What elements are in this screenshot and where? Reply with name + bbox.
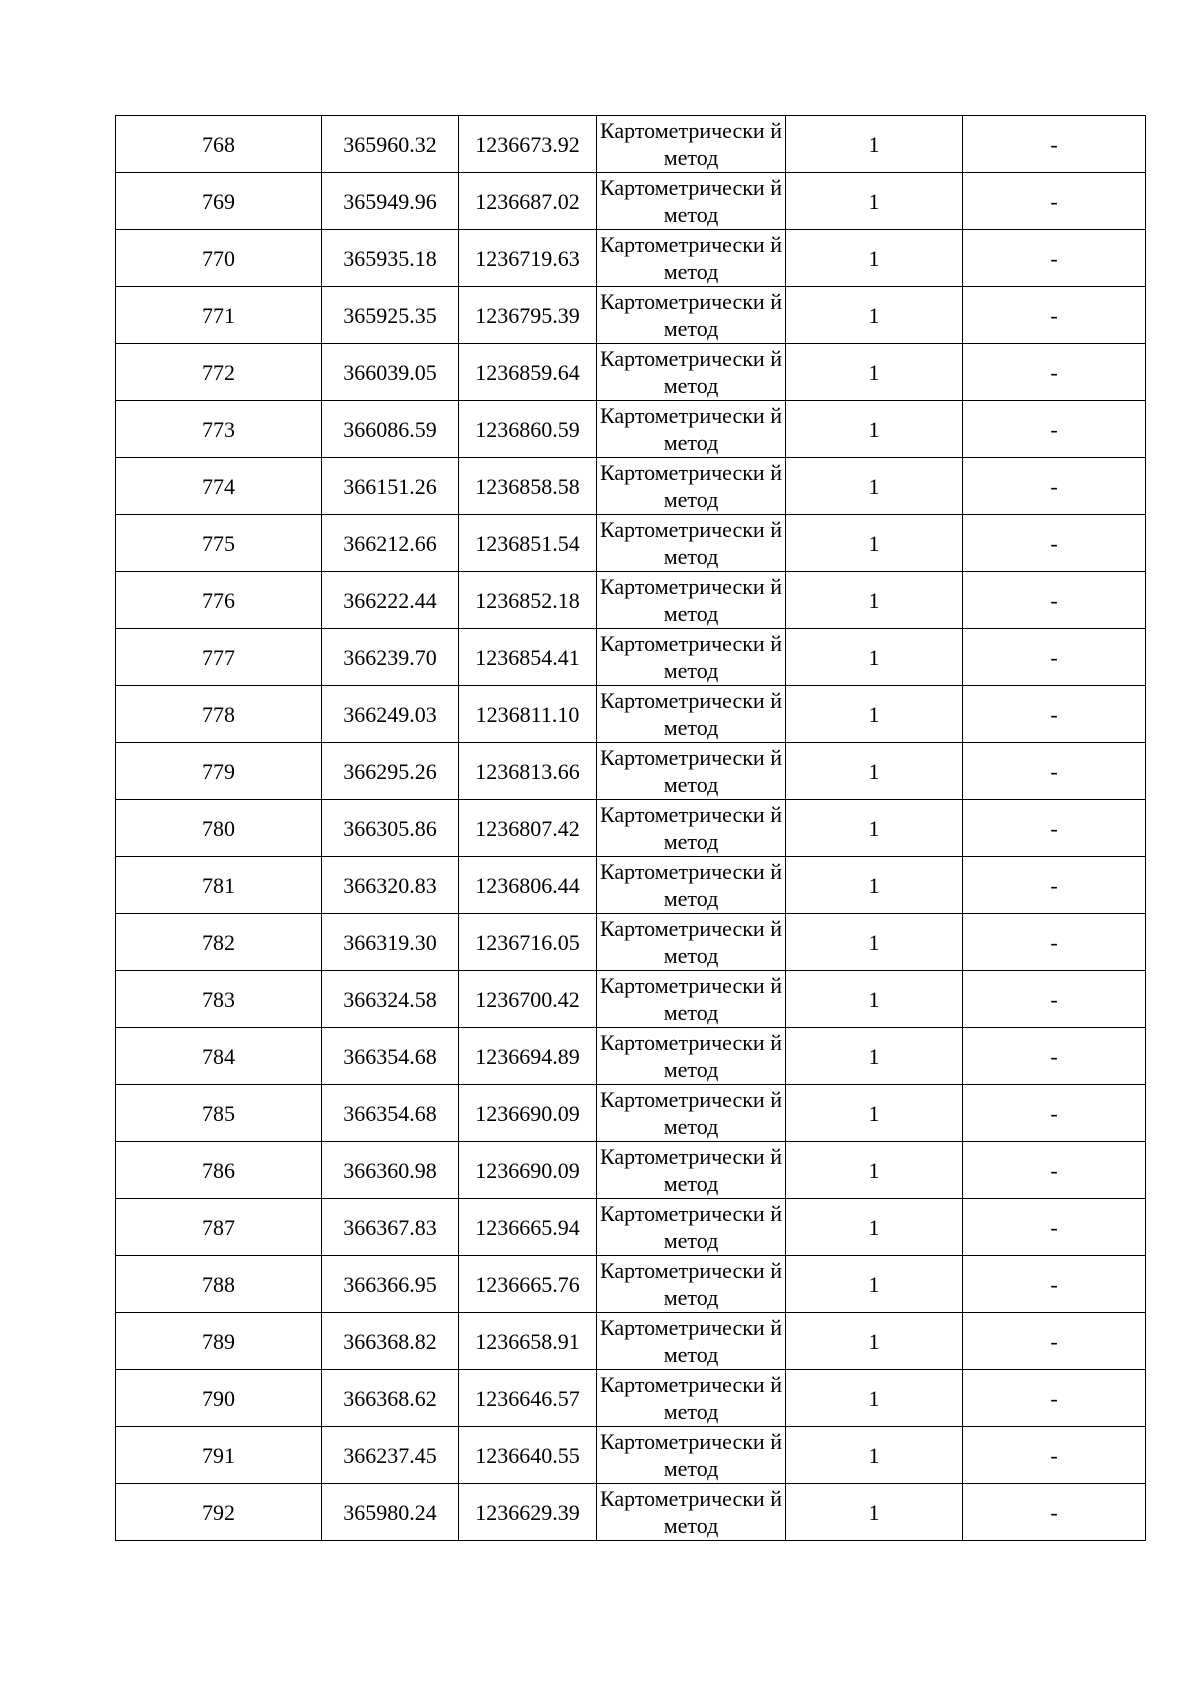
x-coordinate-cell: 366319.30: [322, 914, 459, 971]
y-coordinate-cell: 1236700.42: [459, 971, 597, 1028]
y-coordinate-cell: 1236813.66: [459, 743, 597, 800]
accuracy-cell: 1: [786, 572, 963, 629]
point-number-cell: 785: [116, 1085, 322, 1142]
note-cell: -: [963, 629, 1146, 686]
y-coordinate-cell: 1236694.89: [459, 1028, 597, 1085]
note-cell: -: [963, 1427, 1146, 1484]
method-cell: Картометрически й метод: [597, 116, 786, 173]
accuracy-cell: 1: [786, 743, 963, 800]
x-coordinate-cell: 366324.58: [322, 971, 459, 1028]
y-coordinate-cell: 1236807.42: [459, 800, 597, 857]
table-row: [116, 971, 1146, 1028]
note-cell: -: [963, 1028, 1146, 1085]
method-cell: Картометрически й метод: [597, 914, 786, 971]
x-coordinate-cell: 366367.83: [322, 1199, 459, 1256]
note-cell: -: [963, 344, 1146, 401]
note-cell: -: [963, 572, 1146, 629]
method-cell: Картометрически й метод: [597, 686, 786, 743]
point-number-cell: 784: [116, 1028, 322, 1085]
coordinates-table-body: [116, 116, 1146, 1541]
accuracy-cell: 1: [786, 116, 963, 173]
method-cell: Картометрически й метод: [597, 401, 786, 458]
method-cell: Картометрически й метод: [597, 515, 786, 572]
table-row: [116, 1085, 1146, 1142]
point-number-cell: 781: [116, 857, 322, 914]
y-coordinate-cell: 1236858.58: [459, 458, 597, 515]
point-number-cell: 790: [116, 1370, 322, 1427]
accuracy-cell: 1: [786, 1256, 963, 1313]
accuracy-cell: 1: [786, 344, 963, 401]
point-number-cell: 782: [116, 914, 322, 971]
x-coordinate-cell: 366086.59: [322, 401, 459, 458]
x-coordinate-cell: 365949.96: [322, 173, 459, 230]
y-coordinate-cell: 1236690.09: [459, 1142, 597, 1199]
point-number-cell: 787: [116, 1199, 322, 1256]
x-coordinate-cell: 366354.68: [322, 1085, 459, 1142]
accuracy-cell: 1: [786, 629, 963, 686]
note-cell: -: [963, 743, 1146, 800]
method-cell: Картометрически й метод: [597, 1085, 786, 1142]
accuracy-cell: 1: [786, 1199, 963, 1256]
point-number-cell: 780: [116, 800, 322, 857]
y-coordinate-cell: 1236860.59: [459, 401, 597, 458]
x-coordinate-cell: 366366.95: [322, 1256, 459, 1313]
y-coordinate-cell: 1236687.02: [459, 173, 597, 230]
y-coordinate-cell: 1236851.54: [459, 515, 597, 572]
x-coordinate-cell: 366295.26: [322, 743, 459, 800]
y-coordinate-cell: 1236852.18: [459, 572, 597, 629]
x-coordinate-cell: 366360.98: [322, 1142, 459, 1199]
table-row: [116, 1199, 1146, 1256]
y-coordinate-cell: 1236806.44: [459, 857, 597, 914]
note-cell: -: [963, 458, 1146, 515]
note-cell: -: [963, 914, 1146, 971]
note-cell: -: [963, 1199, 1146, 1256]
accuracy-cell: 1: [786, 287, 963, 344]
method-cell: Картометрически й метод: [597, 1370, 786, 1427]
accuracy-cell: 1: [786, 458, 963, 515]
point-number-cell: 768: [116, 116, 322, 173]
point-number-cell: 792: [116, 1484, 322, 1541]
x-coordinate-cell: 366368.62: [322, 1370, 459, 1427]
table-row: [116, 1427, 1146, 1484]
method-cell: Картометрически й метод: [597, 1427, 786, 1484]
note-cell: -: [963, 116, 1146, 173]
accuracy-cell: 1: [786, 1313, 963, 1370]
x-coordinate-cell: 366151.26: [322, 458, 459, 515]
point-number-cell: 789: [116, 1313, 322, 1370]
method-cell: Картометрически й метод: [597, 458, 786, 515]
point-number-cell: 777: [116, 629, 322, 686]
x-coordinate-cell: 366237.45: [322, 1427, 459, 1484]
y-coordinate-cell: 1236629.39: [459, 1484, 597, 1541]
note-cell: -: [963, 1484, 1146, 1541]
point-number-cell: 779: [116, 743, 322, 800]
table-row: [116, 1313, 1146, 1370]
point-number-cell: 783: [116, 971, 322, 1028]
y-coordinate-cell: 1236690.09: [459, 1085, 597, 1142]
table-row: [116, 629, 1146, 686]
note-cell: -: [963, 1085, 1146, 1142]
accuracy-cell: 1: [786, 857, 963, 914]
note-cell: -: [963, 1142, 1146, 1199]
method-cell: Картометрически й метод: [597, 344, 786, 401]
x-coordinate-cell: 366249.03: [322, 686, 459, 743]
point-number-cell: 788: [116, 1256, 322, 1313]
note-cell: -: [963, 971, 1146, 1028]
method-cell: Картометрически й метод: [597, 971, 786, 1028]
table-row: [116, 1256, 1146, 1313]
accuracy-cell: 1: [786, 800, 963, 857]
accuracy-cell: 1: [786, 1085, 963, 1142]
method-cell: Картометрически й метод: [597, 230, 786, 287]
method-cell: Картометрически й метод: [597, 1028, 786, 1085]
y-coordinate-cell: 1236811.10: [459, 686, 597, 743]
x-coordinate-cell: 365980.24: [322, 1484, 459, 1541]
accuracy-cell: 1: [786, 401, 963, 458]
y-coordinate-cell: 1236716.05: [459, 914, 597, 971]
method-cell: Картометрически й метод: [597, 1313, 786, 1370]
note-cell: -: [963, 1256, 1146, 1313]
point-number-cell: 771: [116, 287, 322, 344]
y-coordinate-cell: 1236673.92: [459, 116, 597, 173]
y-coordinate-cell: 1236646.57: [459, 1370, 597, 1427]
point-number-cell: 770: [116, 230, 322, 287]
note-cell: -: [963, 401, 1146, 458]
note-cell: -: [963, 686, 1146, 743]
method-cell: Картометрически й метод: [597, 287, 786, 344]
x-coordinate-cell: 366305.86: [322, 800, 459, 857]
point-number-cell: 776: [116, 572, 322, 629]
note-cell: -: [963, 1313, 1146, 1370]
point-number-cell: 772: [116, 344, 322, 401]
note-cell: -: [963, 515, 1146, 572]
point-number-cell: 775: [116, 515, 322, 572]
accuracy-cell: 1: [786, 1484, 963, 1541]
point-number-cell: 769: [116, 173, 322, 230]
method-cell: Картометрически й метод: [597, 1256, 786, 1313]
y-coordinate-cell: 1236640.55: [459, 1427, 597, 1484]
x-coordinate-cell: 366320.83: [322, 857, 459, 914]
table-row: [116, 914, 1146, 971]
x-coordinate-cell: 366222.44: [322, 572, 459, 629]
method-cell: Картометрически й метод: [597, 629, 786, 686]
x-coordinate-cell: 365925.35: [322, 287, 459, 344]
accuracy-cell: 1: [786, 1427, 963, 1484]
method-cell: Картометрически й метод: [597, 1142, 786, 1199]
note-cell: -: [963, 230, 1146, 287]
table-row: [116, 401, 1146, 458]
method-cell: Картометрически й метод: [597, 1484, 786, 1541]
table-row: [116, 857, 1146, 914]
table-row: [116, 458, 1146, 515]
note-cell: -: [963, 287, 1146, 344]
point-number-cell: 791: [116, 1427, 322, 1484]
note-cell: -: [963, 857, 1146, 914]
accuracy-cell: 1: [786, 914, 963, 971]
method-cell: Картометрически й метод: [597, 800, 786, 857]
y-coordinate-cell: 1236658.91: [459, 1313, 597, 1370]
accuracy-cell: 1: [786, 686, 963, 743]
accuracy-cell: 1: [786, 1370, 963, 1427]
method-cell: Картометрически й метод: [597, 743, 786, 800]
point-number-cell: 774: [116, 458, 322, 515]
table-row: [116, 743, 1146, 800]
table-row: [116, 572, 1146, 629]
coordinates-table: [115, 115, 1146, 1541]
table-row: [116, 800, 1146, 857]
table-row: [116, 515, 1146, 572]
point-number-cell: 786: [116, 1142, 322, 1199]
table-row: [116, 1142, 1146, 1199]
y-coordinate-cell: 1236795.39: [459, 287, 597, 344]
y-coordinate-cell: 1236854.41: [459, 629, 597, 686]
y-coordinate-cell: 1236665.76: [459, 1256, 597, 1313]
point-number-cell: 778: [116, 686, 322, 743]
x-coordinate-cell: 366239.70: [322, 629, 459, 686]
x-coordinate-cell: 366354.68: [322, 1028, 459, 1085]
method-cell: Картометрически й метод: [597, 173, 786, 230]
table-row: [116, 116, 1146, 173]
accuracy-cell: 1: [786, 173, 963, 230]
method-cell: Картометрически й метод: [597, 857, 786, 914]
table-row: [116, 1370, 1146, 1427]
accuracy-cell: 1: [786, 1142, 963, 1199]
table-row: [116, 230, 1146, 287]
table-row: [116, 287, 1146, 344]
x-coordinate-cell: 366039.05: [322, 344, 459, 401]
note-cell: -: [963, 173, 1146, 230]
x-coordinate-cell: 366368.82: [322, 1313, 459, 1370]
accuracy-cell: 1: [786, 971, 963, 1028]
x-coordinate-cell: 366212.66: [322, 515, 459, 572]
table-row: [116, 686, 1146, 743]
method-cell: Картометрически й метод: [597, 1199, 786, 1256]
point-number-cell: 773: [116, 401, 322, 458]
note-cell: -: [963, 800, 1146, 857]
accuracy-cell: 1: [786, 230, 963, 287]
x-coordinate-cell: 365960.32: [322, 116, 459, 173]
table-row: [116, 173, 1146, 230]
y-coordinate-cell: 1236859.64: [459, 344, 597, 401]
accuracy-cell: 1: [786, 515, 963, 572]
table-row: [116, 344, 1146, 401]
x-coordinate-cell: 365935.18: [322, 230, 459, 287]
note-cell: -: [963, 1370, 1146, 1427]
method-cell: Картометрически й метод: [597, 572, 786, 629]
table-row: [116, 1028, 1146, 1085]
y-coordinate-cell: 1236719.63: [459, 230, 597, 287]
table-row: [116, 1484, 1146, 1541]
y-coordinate-cell: 1236665.94: [459, 1199, 597, 1256]
accuracy-cell: 1: [786, 1028, 963, 1085]
